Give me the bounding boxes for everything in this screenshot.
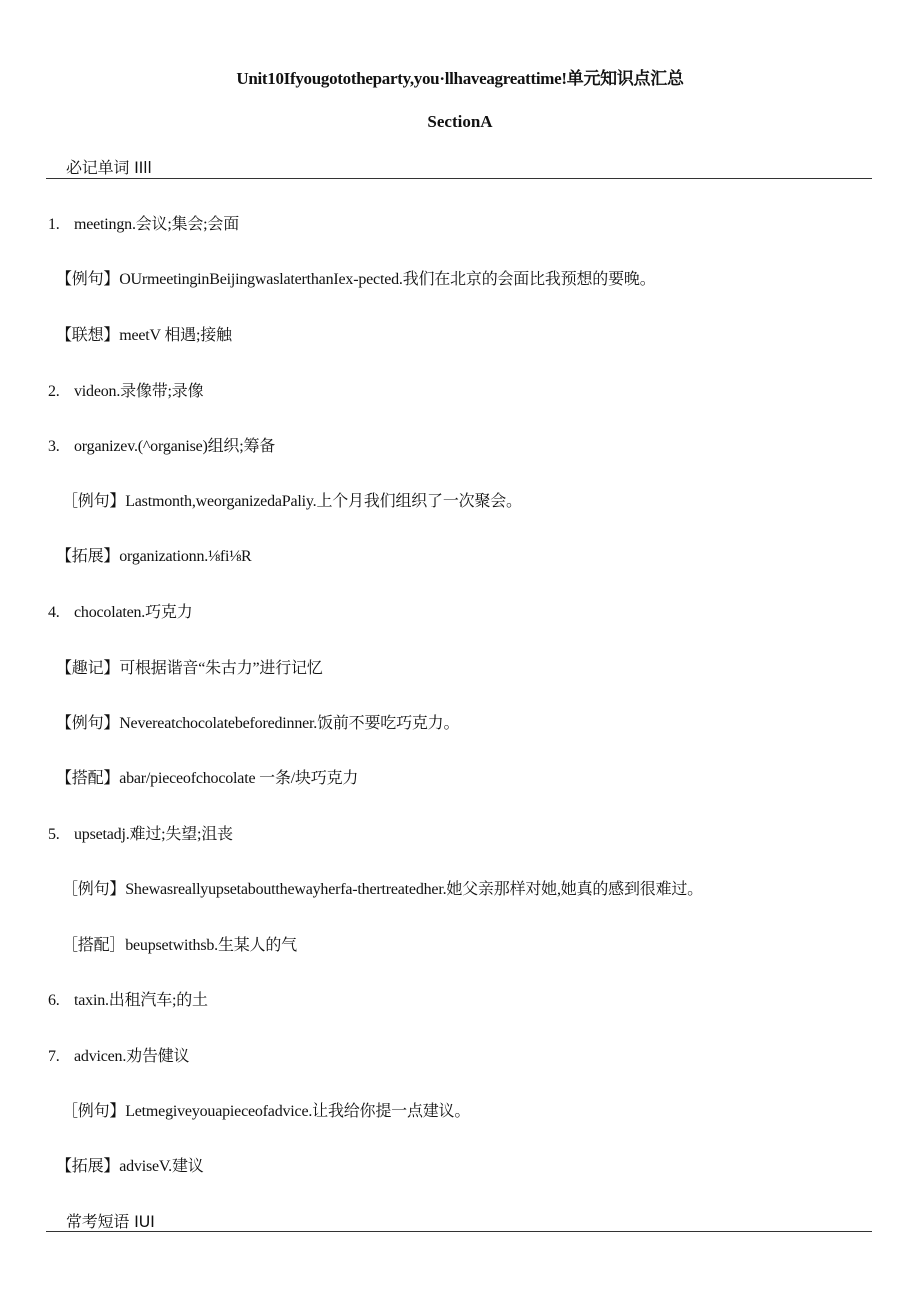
list-item: 2. videon.录像带;录像 [48, 383, 204, 400]
list-item: 5. upsetadj.难过;失望;沮丧 [48, 826, 233, 843]
example-line: ［例句】Letmegiveyouapieceofadvice.让我给你提一点建议。 [62, 1103, 471, 1120]
list-item: 4. chocolaten.巧克力 [48, 604, 193, 621]
section-title: SectionA [427, 112, 493, 131]
phrases-heading: 常考短语 IUI [66, 1212, 155, 1231]
example-line: ［例句】Shewasreallyupsetaboutthewayherfa-thertreatedher.她父亲那样对她,她真的感到很难过。 [62, 881, 703, 898]
collocation-line: 【搭配】abar/pieceofchocolate 一条/块巧克力 [56, 770, 359, 787]
list-item: 1. meetingn.会议;集会;会面 [48, 216, 240, 233]
divider [46, 178, 872, 179]
example-line: 【例句】OUrmeetinginBeijingwaslaterthanIex-pected.我们在北京的会面比我预想的要晚。 [56, 271, 656, 288]
example-line: 【例句】Nevereatchocolatebeforedinner.饭前不要吃巧克力。 [56, 715, 460, 732]
mnemonic-line: 【趣记】可根据谐音“朱古力”进行记忆 [56, 660, 323, 677]
list-item: 7. advicen.劝告健议 [48, 1048, 190, 1065]
words-heading: 必记单词 IIll [66, 158, 152, 177]
extension-line: 【拓展】organizationn.⅛fi⅛R [56, 548, 252, 565]
list-item: 3. organizev.(^organise)组织;筹备 [48, 438, 276, 455]
document-title: Unit10Ifyougototheparty,you·llhaveagreattime!单元知识点汇总 [236, 69, 684, 88]
association-line: 【联想】meetV 相遇;接触 [56, 327, 232, 344]
extension-line: 【拓展】adviseV.建议 [56, 1158, 204, 1175]
list-item: 6. taxin.出租汽车;的土 [48, 992, 208, 1009]
example-line: ［例句】Lastmonth,weorganizedaPaliy.上个月我们组织了一次聚会。 [62, 493, 522, 510]
collocation-line: ［搭配］beupsetwithsb.生某人的气 [62, 937, 297, 954]
divider [46, 1231, 872, 1232]
